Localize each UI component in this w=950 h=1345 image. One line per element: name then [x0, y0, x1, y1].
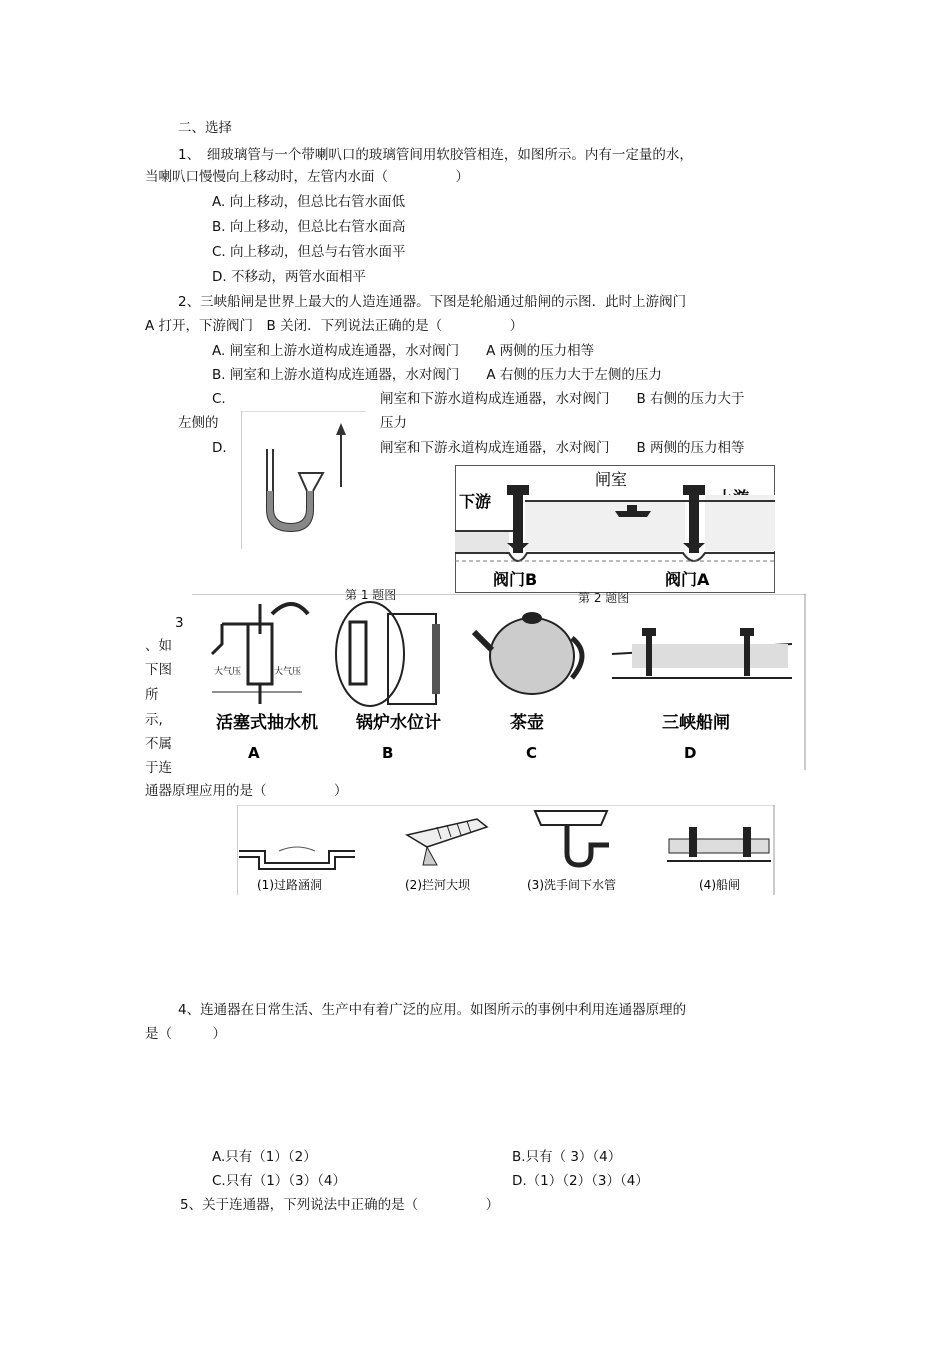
q2-stem-line1: 2、三峡船闸是世界上最大的人造连通器。下图是轮船通过船闸的示图．此时上游阀门	[178, 294, 687, 310]
q3-side-text-6: 不属	[145, 736, 172, 752]
figure-4-applications	[237, 805, 775, 895]
section-title: 二、选择	[178, 120, 232, 136]
figure-1-u-tube	[241, 411, 366, 549]
valve-a-label: 阀门A	[665, 570, 710, 589]
q4-stem-line2: 是（ ）	[145, 1026, 226, 1042]
q4-option-b: B.只有（ 3）（4）	[512, 1149, 622, 1165]
device-c-letter: C	[526, 744, 538, 762]
q2-option-c-wrap-right: 压力	[380, 415, 407, 431]
device-c-name: 茶壶	[510, 713, 544, 733]
q3-side-text-5: 示,	[145, 712, 163, 728]
device-d-letter: D	[684, 744, 697, 762]
application-2-label: (2)拦河大坝	[405, 878, 470, 892]
q3-side-text-4: 所	[145, 687, 159, 703]
teapot-drawing	[474, 612, 582, 694]
q3-stem-end: 通器原理应用的是（ ）	[145, 783, 348, 799]
q2-option-c-text: 闸室和下游水道构成连通器，水对阀门 B 右侧的压力大于	[380, 391, 745, 407]
figure-3-devices	[192, 594, 806, 770]
q3-side-text-7: 于连	[145, 760, 172, 776]
q4-option-c: C.只有（1）（3）（4）	[212, 1173, 346, 1189]
q2-option-c-wrap-left: 左侧的	[178, 415, 219, 431]
q4-stem-line1: 4、连通器在日常生活、生产中有着广泛的应用。如图所示的事例中利用连通器原理的	[178, 1002, 687, 1018]
q1-option-c: C. 向上移动，但总与右管水面平	[212, 244, 406, 260]
q2-option-d-letter: D.	[212, 440, 227, 456]
q1-stem-line1: 1、 细玻璃管与一个带喇叭口的玻璃管间用软胶管相连，如图所示。内有一定量的水，	[178, 147, 693, 163]
application-4-label: (4)船闸	[699, 878, 740, 892]
q2-stem-line2: A 打开，下游阀门 B 关闭．下列说法正确的是（ ）	[145, 318, 524, 334]
downstream-label: 下游	[459, 492, 492, 511]
q3-side-text-1: 3	[175, 615, 184, 631]
air-pressure-label-right: 大气压	[274, 667, 302, 677]
q1-stem-line2: 当喇叭口慢慢向上移动时，左管内水面（ ）	[145, 169, 469, 185]
air-pressure-label-left: 大气压	[214, 667, 242, 677]
q2-option-d-text: 闸室和下游永道构成连通器，水对阀门 B 两侧的压力相等	[380, 440, 745, 456]
ship-lock-small-drawing	[612, 628, 792, 678]
q4-option-a: A.只有（1）（2）	[212, 1149, 317, 1165]
device-b-name: 锅炉水位计	[356, 713, 441, 733]
lock-chamber-label: 闸室	[595, 470, 628, 489]
device-b-letter: B	[382, 744, 394, 762]
figure-1-caption: 第 1 题图	[345, 588, 397, 602]
figure-2-caption: 第 2 题图	[578, 591, 630, 605]
q2-option-b: B. 闸室和上游水道构成连通器，水对阀门 A 右侧的压力大于左侧的压力	[212, 367, 662, 383]
q4-option-d: D.（1）（2）（3）（4）	[512, 1173, 649, 1189]
application-3-label: (3)洗手间下水管	[527, 878, 616, 892]
application-1-label: (1)过路涵洞	[257, 878, 322, 892]
q2-option-a: A. 闸室和上游水道构成连通器，水对阀门 A 两侧的压力相等	[212, 343, 595, 359]
q1-option-a: A. 向上移动，但总比右管水面低	[212, 194, 406, 210]
q5-stem: 5、关于连通器，下列说法中正确的是（ ）	[180, 1197, 500, 1213]
q1-option-b: B. 向上移动，但总比右管水面高	[212, 219, 406, 235]
device-a-letter: A	[248, 744, 260, 762]
device-d-name: 三峡船闸	[662, 713, 730, 733]
q2-option-c-letter: C.	[212, 391, 226, 407]
figure-2-ship-lock	[455, 465, 775, 593]
device-a-name: 活塞式抽水机	[216, 713, 318, 733]
q1-option-d: D. 不移动，两管水面相平	[212, 269, 366, 285]
q3-side-text-3: 下图	[145, 662, 172, 678]
valve-b-label: 阀门B	[493, 570, 538, 589]
q3-side-text-2: 、如	[145, 638, 172, 654]
piston-pump-drawing	[212, 604, 308, 704]
boiler-gauge-drawing	[336, 602, 440, 706]
